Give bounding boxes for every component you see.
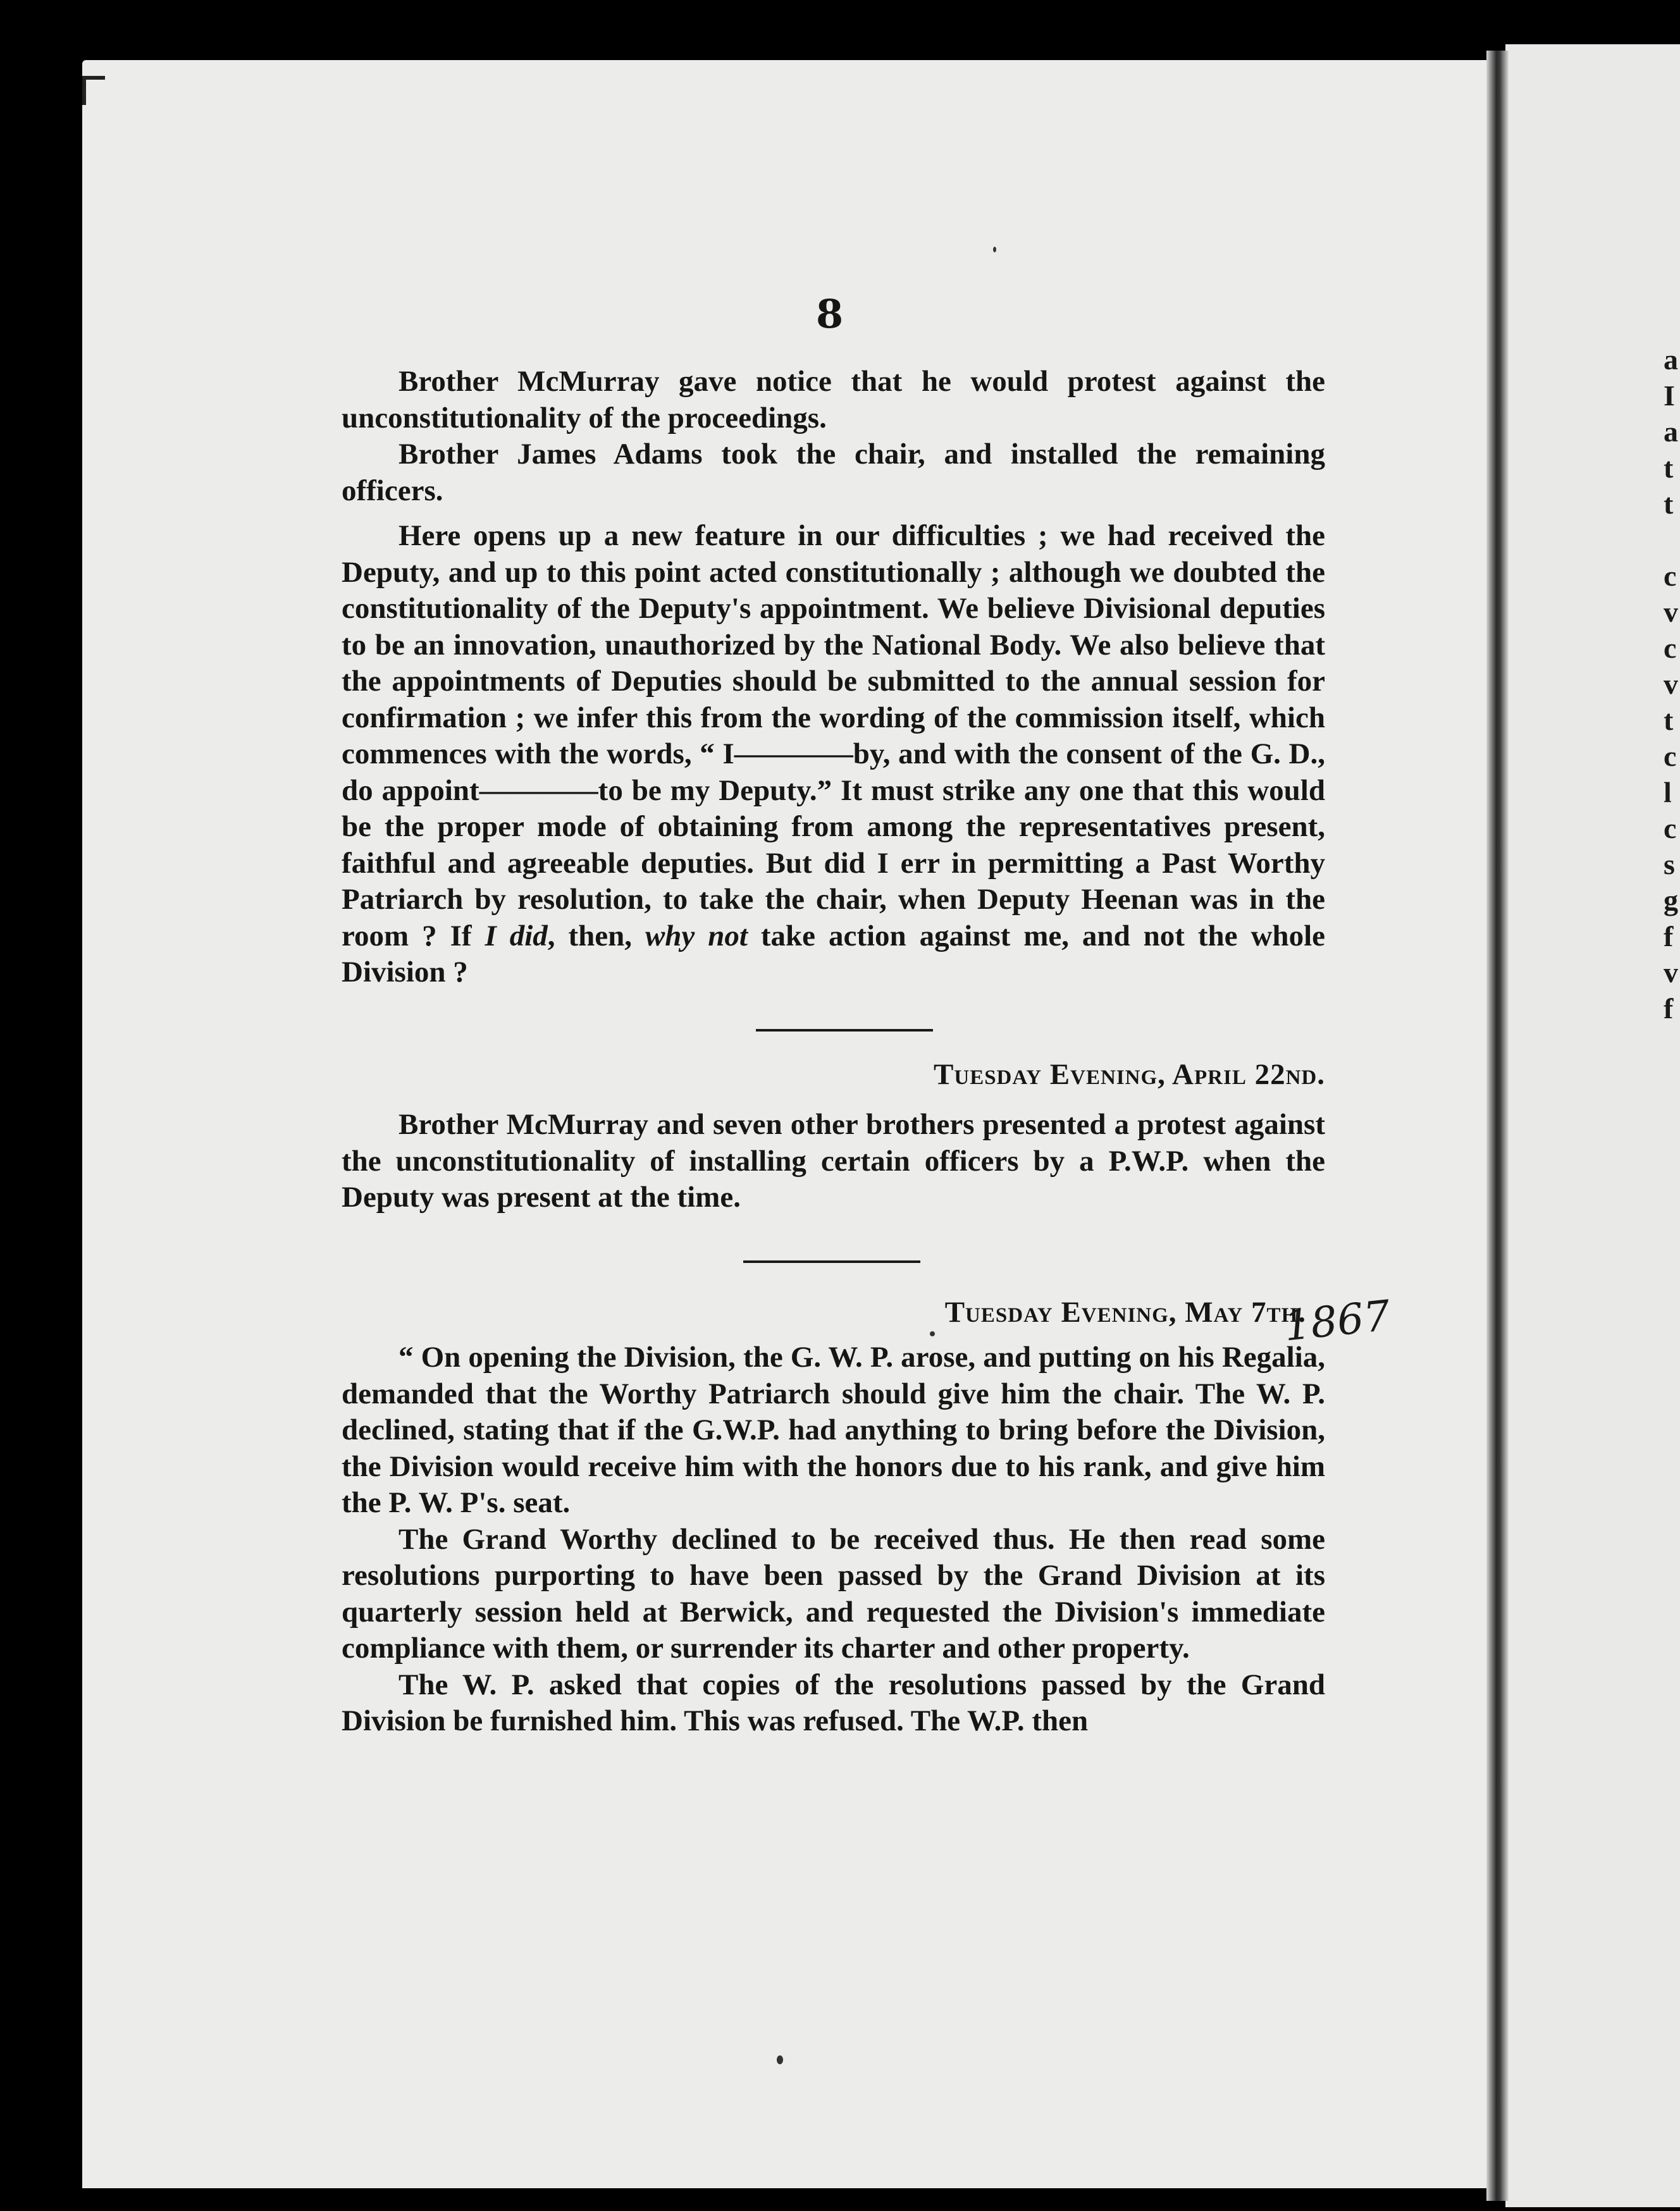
facing-page-letter: v (1664, 668, 1678, 700)
ink-speck (777, 2055, 783, 2064)
page-body (342, 364, 1325, 1740)
facing-page-letter: t (1664, 488, 1674, 520)
page-gutter (1486, 51, 1509, 2201)
handwritten-year: 1867 (1282, 1291, 1393, 1351)
facing-page-letter: t (1664, 452, 1674, 484)
facing-page-letter: f (1664, 920, 1674, 952)
facing-page-letter (1664, 522, 1680, 558)
text-why-not: why not (645, 919, 748, 952)
heading-may-7: Tuesday Evening, May 7th. (944, 1295, 1306, 1329)
text-then: , then, (547, 919, 645, 952)
facing-page-letter: v (1664, 956, 1678, 988)
text-i-did: I did (485, 919, 548, 952)
facing-page-letter: c (1664, 740, 1677, 772)
facing-page-letter: s (1664, 848, 1675, 880)
paragraph-difficulties (342, 518, 1325, 991)
facing-page-letter: l (1664, 776, 1672, 808)
paragraph-notice: Brother McMurray gave notice that he would protest against the unconstitutionality of the proceedings. (342, 365, 1325, 434)
paragraph-grand-worthy: The Grand Worthy declined to be received thus. He then read some resolutions purporting to have been passed by the Grand Division at its quarterly session held at Berwick, and requested the Division's immediate compliance with them, or surrender its charter and other property. (342, 1522, 1325, 1665)
facing-page-letter: c (1664, 632, 1677, 664)
facing-page-letter: f (1664, 992, 1674, 1025)
facing-page-letter: g (1664, 884, 1678, 916)
paragraph-opening: “ On opening the Division, the G. W. P. arose, and putting on his Regalia, demanded that the Worthy Patriarch should give him the chair. The W. P. declined, stating that if the G.W.P. had anything to bring before the Division, the Division would receive him with the honors due to his rank, and give him the P. W. P's. seat. (342, 1341, 1325, 1519)
paragraph-chair: Brother James Adams took the chair, and installed the remaining officers. (342, 438, 1325, 507)
ink-speck (993, 247, 996, 252)
facing-page-letter: v (1664, 596, 1678, 628)
section-divider (756, 1029, 933, 1032)
text-if: If (450, 919, 485, 952)
facing-page-letter: I (1664, 379, 1675, 412)
facing-page-letter: a (1664, 416, 1678, 448)
page-corner-fold (82, 76, 105, 105)
facing-page (1505, 44, 1680, 2207)
facing-page-letter: t (1664, 704, 1674, 736)
facing-page-letter: a (1664, 343, 1678, 376)
facing-page-letter: c (1664, 812, 1677, 844)
paragraph-difficulties-main: Here opens up a new feature in our difficulties ; we had received the Deputy, and up to this point acted constitutionally ; although we doubted the constitutionality of the Deputy's appointment. We believe Divisional deputies to be an innovation, unauthorized by the National Body. We also believe that the appointments of Deputies should be submitted to the annual session for confirmation ; we infer this from the wording of the commission itself, which commences with the words, “ I————by, and with the consent of the G. D., do appoint————to be my Deputy.” It must strike any one that this would be the proper mode of obtaining from among the representatives present, faithful and agreeable deputies. But did I err in permitting a Past Worthy Patriarch by resolution, to take the chair, when Deputy Heenan was in the room ? (342, 519, 1325, 952)
paragraph-protest: Brother McMurray and seven other brothers presented a protest against the unconstitutionality of installing certain officers by a P.W.P. when the Deputy was present at the time. (342, 1108, 1325, 1214)
paragraph-copies: The W. P. asked that copies of the resolutions passed by the Grand Division be furnished him. This was refused. The W.P. then (342, 1668, 1325, 1737)
text-take-action: take action against me, and not the whole Division ? (342, 919, 1325, 988)
section-divider (743, 1260, 920, 1263)
heading-april-22: Tuesday Evening, April 22nd. (934, 1057, 1325, 1091)
facing-page-text (1664, 342, 1680, 1026)
ink-speck (930, 1331, 935, 1336)
page-number: 8 (816, 291, 844, 337)
facing-page-letter: c (1664, 560, 1677, 592)
